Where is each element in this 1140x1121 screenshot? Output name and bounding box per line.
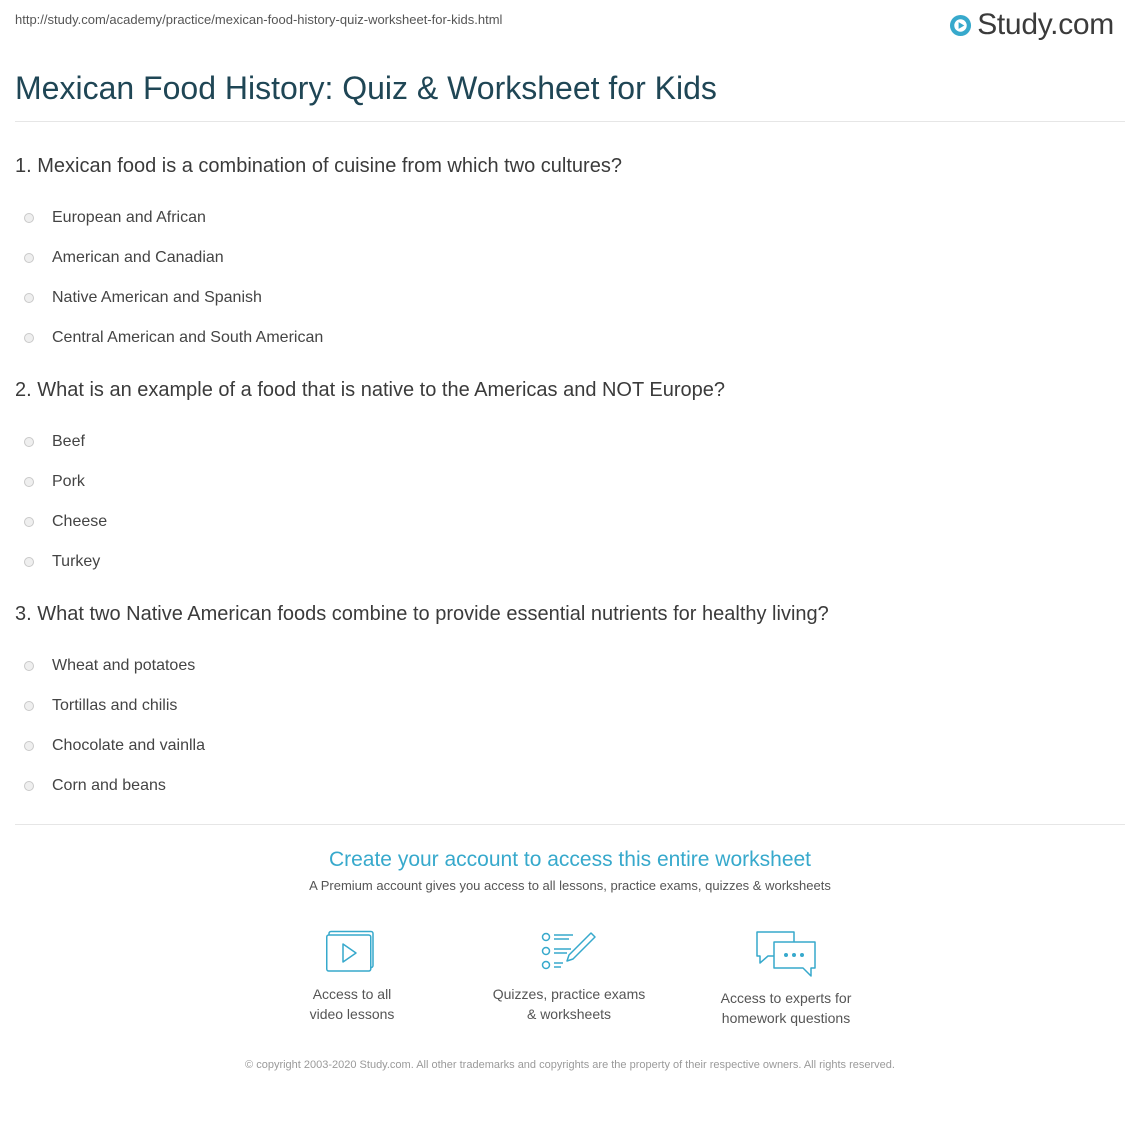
premium-features <box>0 930 1140 1030</box>
question-1 <box>15 155 1125 358</box>
answer-label: Native American and Spanish <box>52 289 262 306</box>
question-3 <box>15 603 1125 806</box>
study-logo-text: Study.com <box>977 8 1114 41</box>
radio-button[interactable] <box>24 781 34 791</box>
radio-button[interactable] <box>24 517 34 527</box>
radio-button[interactable] <box>24 253 34 263</box>
answer-label: Cheese <box>52 513 108 530</box>
feature-label: Access to all video lessons <box>309 986 395 1022</box>
expert-chat-icon <box>754 930 818 978</box>
answer-option[interactable] <box>15 502 1125 542</box>
radio-button[interactable] <box>24 557 34 567</box>
answer-options <box>15 646 1125 806</box>
answer-options <box>15 198 1125 358</box>
page-url: http://study.com/academy/practice/mexican-food-history-quiz-worksheet-for-kids.html <box>15 12 503 27</box>
video-lesson-icon <box>326 930 378 974</box>
radio-button[interactable] <box>24 741 34 751</box>
answer-label: Central American and South American <box>52 329 324 346</box>
feature-experts <box>686 930 886 1028</box>
question-text: 1. Mexican food is a combination of cuisine from which two cultures? <box>15 155 622 177</box>
question-text: 2. What is an example of a food that is native to the Americas and NOT Europe? <box>15 379 726 401</box>
answer-option[interactable] <box>15 726 1125 766</box>
feature-label: Access to experts for homework questions <box>720 990 852 1026</box>
feature-video-lessons <box>252 930 452 1024</box>
answer-option[interactable] <box>15 646 1125 686</box>
title-divider <box>15 121 1125 122</box>
radio-button[interactable] <box>24 437 34 447</box>
cta-subtitle: A Premium account gives you access to all lessons, practice exams, quizzes & worksheets <box>309 878 831 893</box>
page-title: Mexican Food History: Quiz & Worksheet for Kids <box>15 70 717 106</box>
answer-label: Turkey <box>52 553 101 570</box>
answer-label: European and African <box>52 209 206 226</box>
study-logo-play-icon <box>949 14 972 37</box>
answer-option[interactable] <box>15 542 1125 582</box>
feature-label: Quizzes, practice exams & worksheets <box>492 986 646 1022</box>
answer-option[interactable] <box>15 686 1125 726</box>
answer-options <box>15 422 1125 582</box>
signup-cta <box>0 848 1140 893</box>
answer-label: Chocolate and vainlla <box>52 737 205 754</box>
answer-option[interactable] <box>15 462 1125 502</box>
radio-button[interactable] <box>24 661 34 671</box>
answer-label: Corn and beans <box>52 777 166 794</box>
radio-button[interactable] <box>24 701 34 711</box>
answer-option[interactable] <box>15 422 1125 462</box>
answer-label: Beef <box>52 433 85 450</box>
answer-option[interactable] <box>15 198 1125 238</box>
radio-button[interactable] <box>24 333 34 343</box>
answer-label: American and Canadian <box>52 249 224 266</box>
answer-option[interactable] <box>15 318 1125 358</box>
study-logo[interactable] <box>949 8 1114 41</box>
radio-button[interactable] <box>24 293 34 303</box>
answer-label: Tortillas and chilis <box>52 697 178 714</box>
cta-link[interactable]: Create your account to access this entire worksheet <box>328 848 812 871</box>
answer-option[interactable] <box>15 766 1125 806</box>
answer-label: Wheat and potatoes <box>52 657 196 674</box>
answer-label: Pork <box>52 473 85 490</box>
answer-option[interactable] <box>15 238 1125 278</box>
question-text: 3. What two Native American foods combine to provide essential nutrients for healthy living? <box>15 603 829 625</box>
top-bar <box>15 8 1120 44</box>
quiz-checklist-icon <box>541 930 597 974</box>
radio-button[interactable] <box>24 477 34 487</box>
radio-button[interactable] <box>24 213 34 223</box>
answer-option[interactable] <box>15 278 1125 318</box>
question-2 <box>15 379 1125 582</box>
copyright-notice: © copyright 2003-2020 Study.com. All other trademarks and copyrights are the property of their respective owners. All rights reserved. <box>245 1059 895 1071</box>
feature-quizzes <box>469 930 669 1024</box>
questions-divider <box>15 824 1125 825</box>
